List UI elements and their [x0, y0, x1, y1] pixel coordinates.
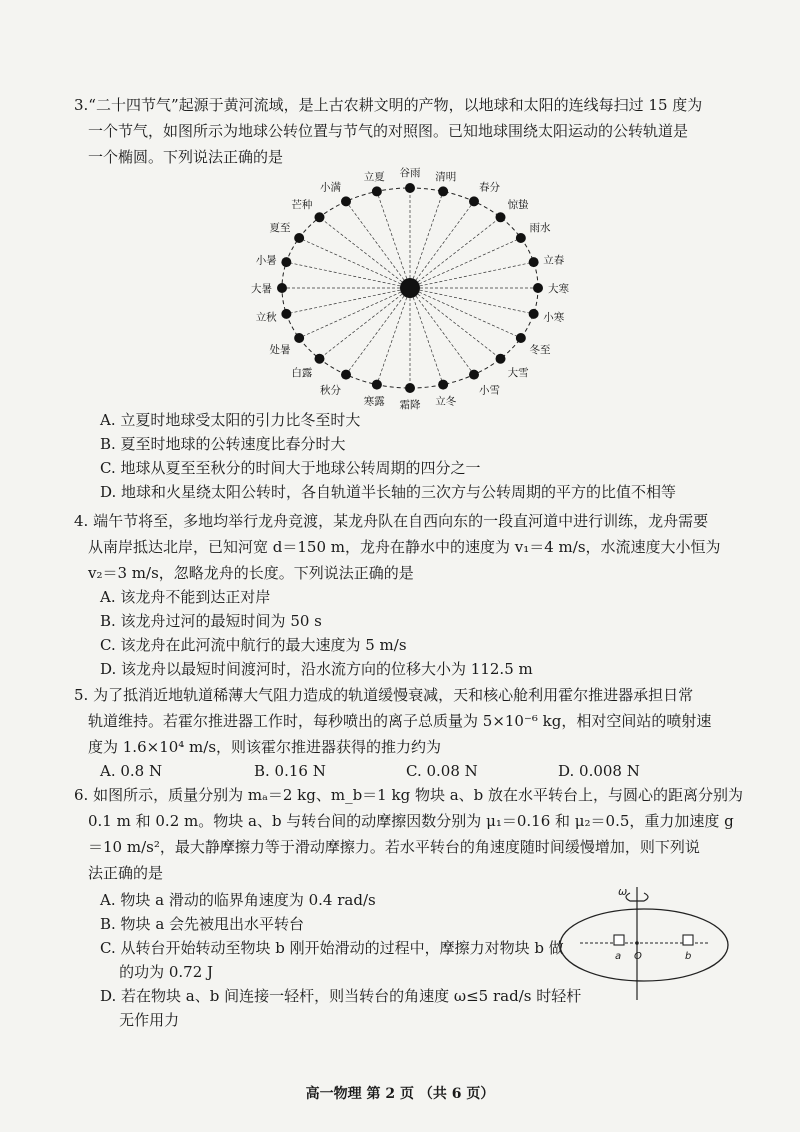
earth-position	[438, 380, 448, 390]
earth-position	[281, 309, 291, 319]
solar-term-label: 大雪	[507, 366, 529, 379]
question-line: 一个节气，如图所示为地球公转位置与节气的对照图。已知地球围绕太阳运动的公转轨道是	[88, 122, 689, 140]
option-4c: C. 该龙舟在此河流中航行的最大速度为 5 m/s	[100, 636, 407, 654]
question-line: ＝10 m/s²，最大静摩擦力等于滑动摩擦力。若水平转台的角速度随时间缓慢增加，则下列说	[88, 838, 700, 856]
option-3a: A. 立夏时地球受太阳的引力比冬至时大	[100, 411, 361, 429]
question-line: 6. 如图所示，质量分别为 mₐ＝2 kg、m_b＝1 kg 物块 a、b 放在水平转台上，与圆心的距离分别为	[74, 786, 744, 804]
solar-term-label: 大暑	[251, 283, 272, 295]
sun-earth-line	[286, 288, 410, 314]
earth-position	[277, 283, 287, 293]
solar-term-label: 立冬	[435, 395, 457, 408]
option-6d: D. 若在物块 a、b 间连接一轻杆，则当转台的角速度 ω≤5 rad/s 时轻杆	[100, 987, 582, 1005]
solar-term-label: 小暑	[255, 254, 277, 267]
solar-term-label: 小满	[320, 181, 341, 194]
sun-earth-line	[410, 262, 534, 288]
question-line: 轨道维持。若霍尔推进器工作时，每秒喷出的离子总质量为 5×10⁻⁶ kg，相对空间站的喷射速	[88, 712, 712, 730]
option-4d: D. 该龙舟以最短时间渡河时，沿水流方向的位移大小为 112.5 m	[100, 660, 533, 678]
sun-earth-line	[377, 288, 410, 385]
option-5b: B. 0.16 N	[254, 762, 326, 780]
sun-earth-line	[410, 288, 521, 338]
solar-term-label: 霜降	[399, 399, 421, 411]
earth-position	[516, 233, 526, 243]
solar-term-label: 惊蛰	[507, 199, 529, 212]
sun-earth-line	[410, 238, 521, 288]
sun-earth-line	[410, 288, 474, 375]
turntable-ellipse	[560, 909, 728, 981]
solar-term-label: 谷雨	[399, 167, 421, 179]
sun	[400, 278, 420, 298]
sun-earth-line	[410, 217, 501, 288]
option-6c-continued: 的功为 0.72 J	[100, 963, 214, 981]
center-point	[635, 941, 639, 945]
question-5-stem	[74, 682, 734, 760]
sun-earth-line	[410, 191, 443, 288]
sun-earth-line	[410, 288, 501, 359]
earth-position	[294, 333, 304, 343]
earth-position	[314, 212, 324, 222]
question-line: 4. 端午节将至，多地均举行龙舟竞渡，某龙舟队在自西向东的一段直河道中进行训练，龙舟需要	[74, 512, 709, 530]
page-footer: 高一物理 第 2 页 （共 6 页）	[305, 1086, 495, 1102]
block-a	[614, 935, 624, 945]
earth-position	[496, 212, 506, 222]
solar-term-label: 立春	[543, 254, 565, 267]
sun-earth-line	[346, 201, 410, 288]
question-6-stem	[74, 782, 744, 886]
earth-position	[469, 196, 479, 206]
earth-position	[372, 186, 382, 196]
sun-earth-line	[377, 191, 410, 288]
option-5a: A. 0.8 N	[100, 762, 163, 780]
earth-position	[314, 354, 324, 364]
option-6b: B. 物块 a 会先被甩出水平转台	[100, 915, 305, 933]
question-line: 法正确的是	[88, 864, 164, 882]
earth-position	[533, 283, 543, 293]
question-line: 5. 为了抵消近地轨道稀薄大气阻力造成的轨道缓慢衰减，天和核心舱利用霍尔推进器承担日常	[74, 686, 694, 704]
sun-earth-line	[319, 288, 410, 359]
earth-position	[281, 257, 291, 267]
solar-term-label: 立夏	[363, 170, 385, 183]
option-4a: A. 该龙舟不能到达正对岸	[100, 588, 271, 606]
earth-position	[405, 183, 415, 193]
sun-earth-line	[299, 238, 410, 288]
solar-term-label: 大寒	[548, 283, 569, 295]
sun-earth-line	[410, 288, 443, 385]
earth-position	[516, 333, 526, 343]
solar-term-label: 清明	[435, 170, 457, 183]
label-b: b	[685, 951, 692, 962]
earth-position	[405, 383, 415, 393]
sun-earth-line	[286, 262, 410, 288]
turntable-diagram	[560, 875, 740, 1005]
option-3c: C. 地球从夏至至秋分的时间大于地球公转周期的四分之一	[100, 459, 481, 477]
solar-term-label: 白露	[291, 366, 313, 379]
sun-earth-line	[299, 288, 410, 338]
question-3-stem	[74, 92, 734, 170]
solar-term-label: 芒种	[291, 199, 313, 212]
label-center: O	[634, 951, 642, 962]
earth-position	[469, 370, 479, 380]
earth-position	[496, 354, 506, 364]
solar-term-label: 冬至	[529, 344, 551, 356]
question-4-stem	[74, 508, 734, 586]
earth-position	[341, 370, 351, 380]
earth-position	[372, 380, 382, 390]
solar-term-label: 夏至	[269, 222, 291, 234]
option-4b: B. 该龙舟过河的最短时间为 50 s	[100, 612, 322, 630]
option-6a: A. 物块 a 滑动的临界角速度为 0.4 rad/s	[100, 891, 376, 909]
earth-position	[294, 233, 304, 243]
earth-position	[341, 196, 351, 206]
option-6d-continued: 无作用力	[100, 1011, 180, 1029]
solar-terms-orbit-diagram	[250, 167, 570, 411]
option-3b: B. 夏至时地球的公转速度比春分时大	[100, 435, 346, 453]
solar-term-label: 寒露	[363, 395, 385, 408]
solar-term-label: 秋分	[320, 384, 341, 397]
question-line: 从南岸抵达北岸，已知河宽 d＝150 m，龙舟在静水中的速度为 v₁＝4 m/s，水流速度大小恒为	[88, 538, 721, 556]
option-3d: D. 地球和火星绕太阳公转时，各自轨道半长轴的三次方与公转周期的平方的比值不相等	[100, 483, 677, 501]
solar-term-label: 春分	[479, 181, 500, 194]
option-6c: C. 从转台开始转动至物块 b 刚开始滑动的过程中，摩擦力对物块 b 做	[100, 939, 564, 957]
solar-term-label: 立秋	[255, 311, 277, 324]
solar-term-label: 小雪	[479, 384, 500, 397]
sun-earth-line	[319, 217, 410, 288]
question-line: v₂＝3 m/s，忽略龙舟的长度。下列说法正确的是	[88, 564, 414, 582]
sun-earth-line	[346, 288, 410, 375]
sun-earth-line	[410, 201, 474, 288]
question-line: 度为 1.6×10⁴ m/s，则该霍尔推进器获得的推力约为	[88, 738, 442, 756]
earth-position	[438, 186, 448, 196]
question-line: 一个椭圆。下列说法正确的是	[88, 148, 284, 166]
sun-earth-line	[410, 288, 534, 314]
question-line: 0.1 m 和 0.2 m。物块 a、b 与转台间的动摩擦因数分别为 μ₁＝0.16 和 μ₂＝0.5，重力加速度 g	[88, 812, 734, 830]
earth-position	[529, 309, 539, 319]
omega-label: ω	[618, 885, 628, 898]
solar-term-label: 雨水	[529, 222, 551, 234]
block-b	[683, 935, 693, 945]
label-a: a	[615, 951, 622, 962]
earth-position	[529, 257, 539, 267]
solar-term-label: 小寒	[543, 311, 565, 324]
question-line: 3.“二十四节气”起源于黄河流域，是上古农耕文明的产物，以地球和太阳的连线每扫过 15 度为	[74, 96, 703, 114]
option-5c: C. 0.08 N	[406, 762, 478, 780]
option-5d: D. 0.008 N	[558, 762, 640, 780]
solar-term-label: 处暑	[269, 344, 291, 356]
